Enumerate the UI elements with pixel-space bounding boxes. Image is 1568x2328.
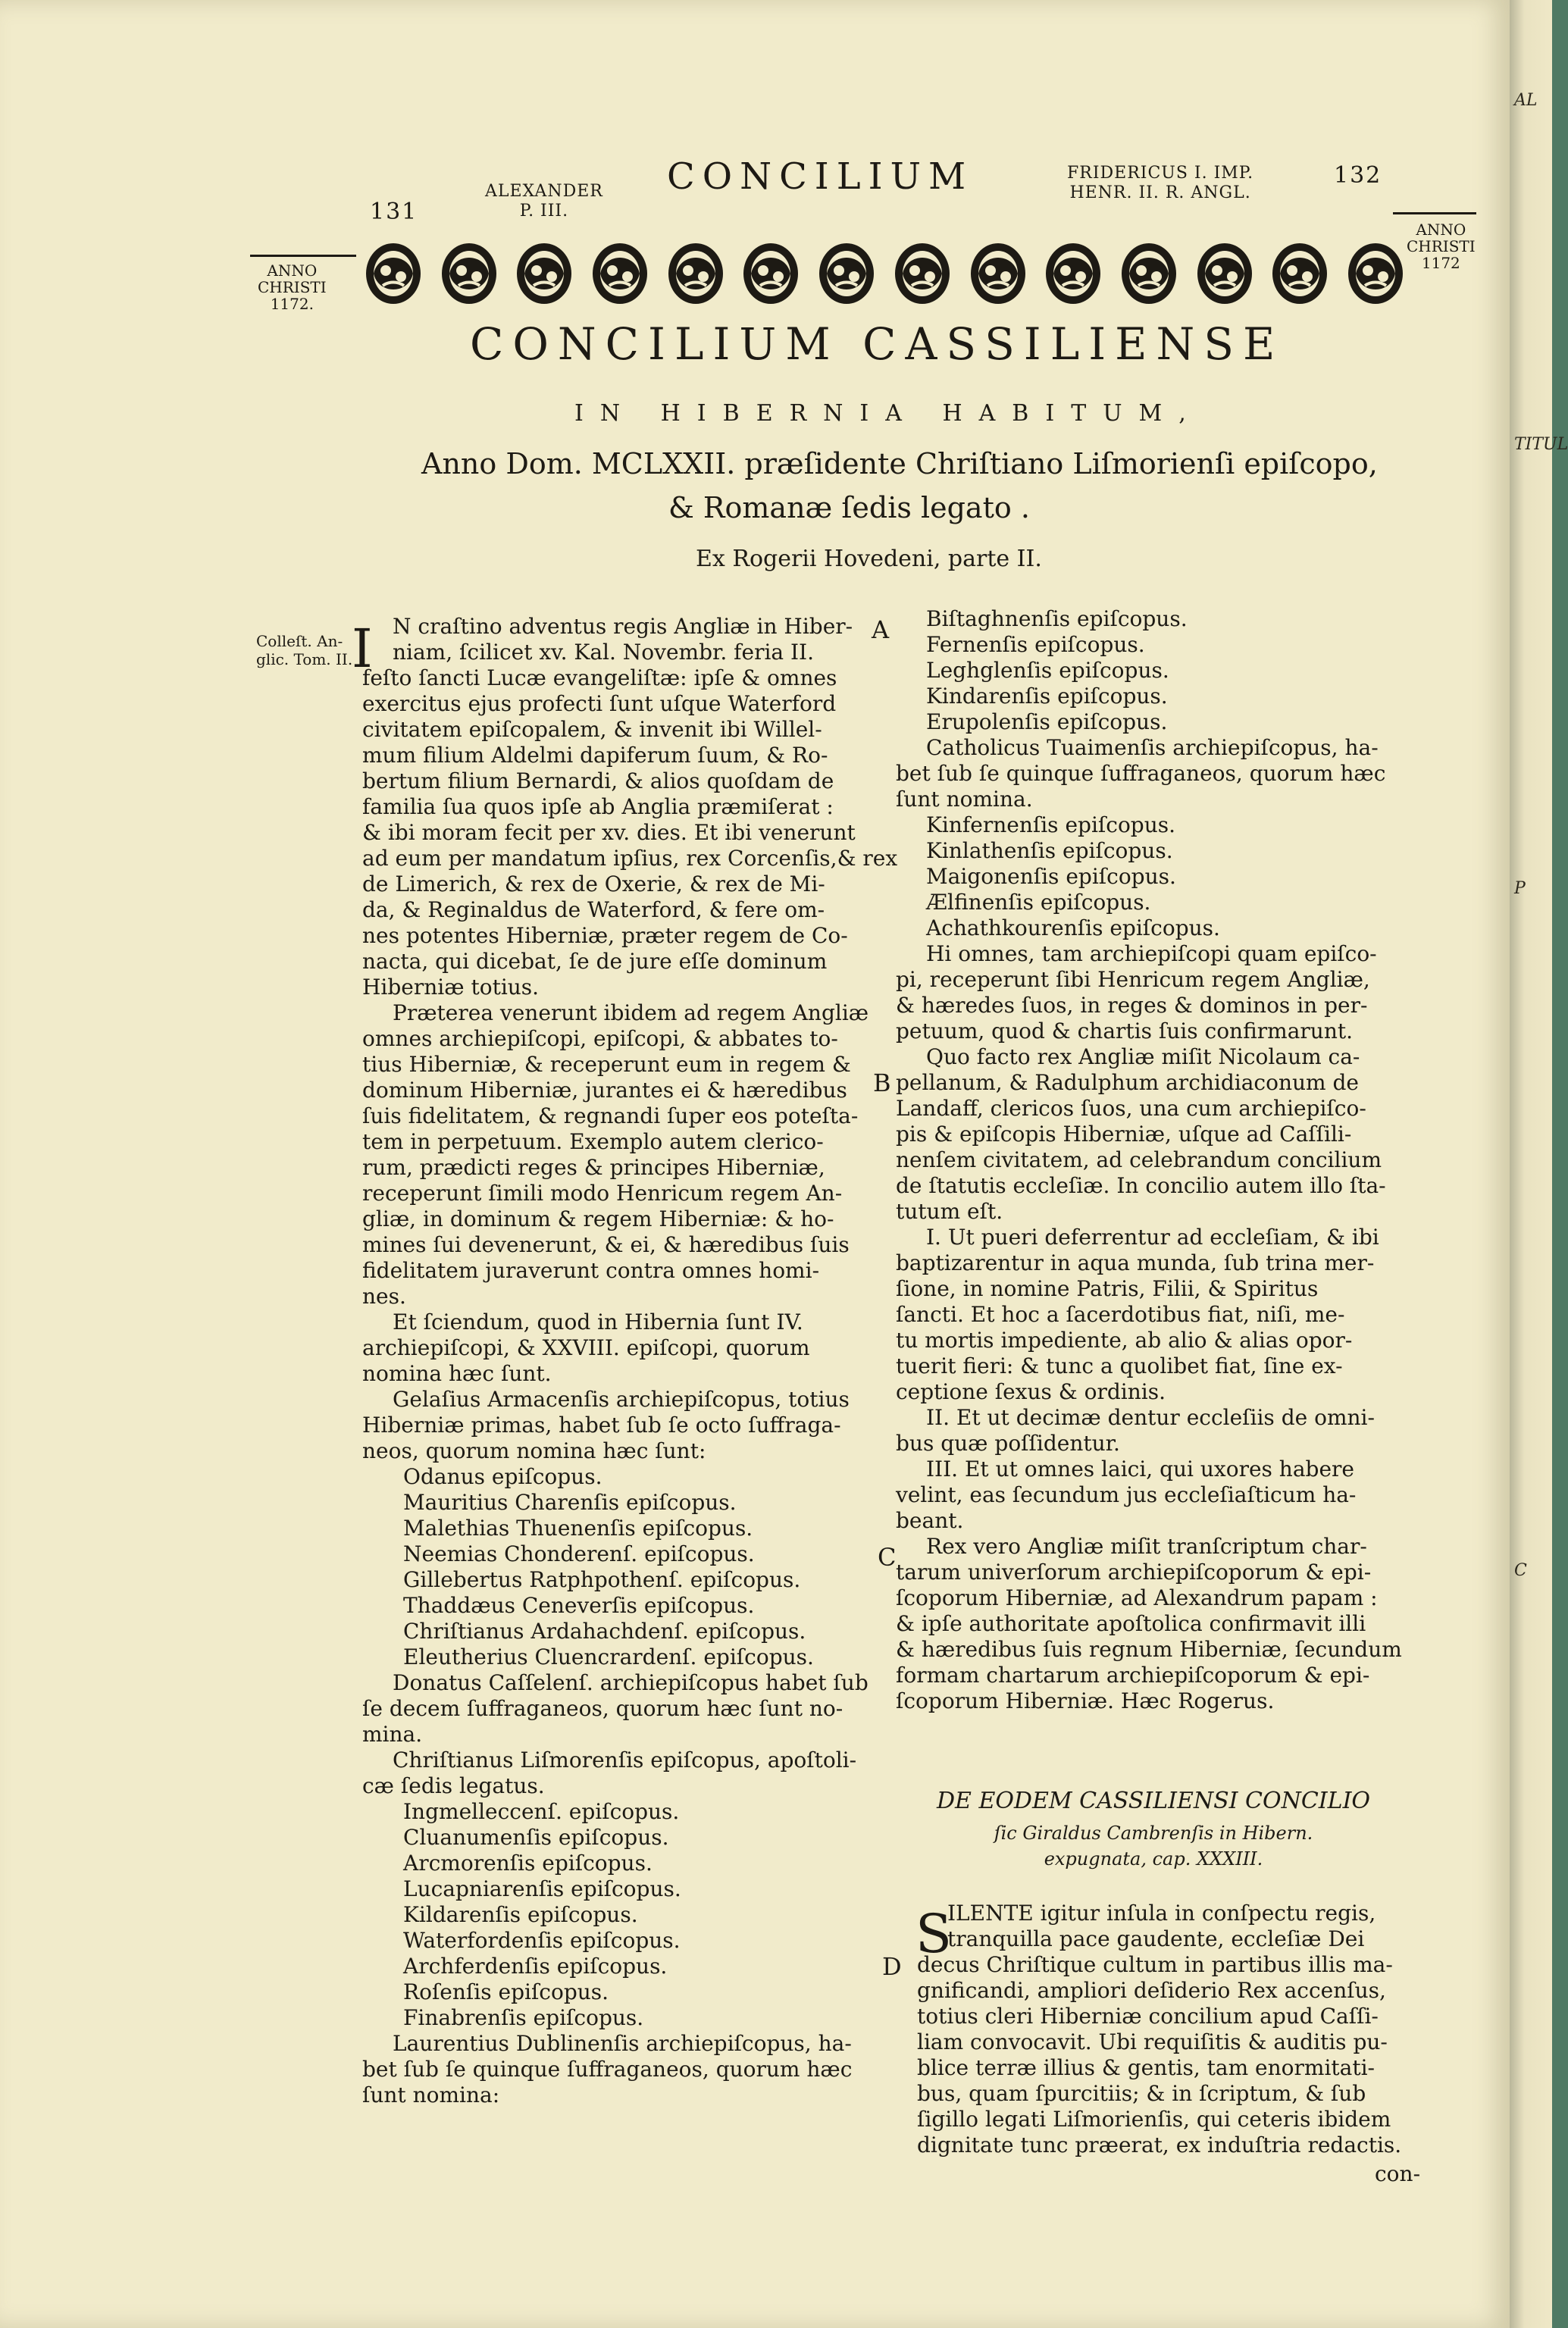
- text-line: Waterfordenſis epiſcopus.: [403, 1928, 681, 1953]
- text-line: de ſtatutis eccleſiæ. In concilio autem illo ſta-: [896, 1173, 1386, 1198]
- text-line: Chriſtianus Liſmorenſis epiſcopus, apoſtoli-: [393, 1748, 857, 1773]
- ornament-motif: [740, 237, 802, 310]
- text-line: & hæredes ſuos, in reges & dominos in per-: [896, 993, 1368, 1018]
- ornament-motif: [891, 237, 953, 310]
- text-line: omnes archiepiſcopi, epiſcopi, & abbates to-: [362, 1026, 838, 1051]
- running-head-left: ALEXANDER P. III.: [485, 182, 603, 221]
- text-line: nes.: [362, 1284, 406, 1309]
- text-line: liam convocavit. Ubi requiſitis & auditis pu-: [917, 2029, 1388, 2054]
- page-number-right: 132: [1334, 162, 1382, 189]
- next-page-edge: [1510, 0, 1568, 2328]
- text-line: gnificandi, ampliori deſiderio Rex accenſus,: [917, 1978, 1386, 2003]
- text-line: Cluanumenſis epiſcopus.: [403, 1825, 669, 1850]
- text-line: Erupolenſis epiſcopus.: [926, 709, 1168, 734]
- anno-christi-right: ANNO CHRISTI 1172: [1407, 221, 1476, 272]
- text-line: Donatus Caſſelenſ. archiepiſcopus habet ſub: [393, 1670, 869, 1695]
- text-line: Landaff, clericos ſuos, una cum archiepiſco-: [896, 1096, 1366, 1121]
- ornament-motif: [1344, 237, 1407, 310]
- text-line: pis & epiſcopis Hiberniæ, uſque ad Caſſili-: [896, 1122, 1352, 1147]
- text-line: Roſenſis epiſcopus.: [403, 1979, 609, 2004]
- text-line: Eleutherius Cluencrardenſ. epiſcopus.: [403, 1644, 814, 1669]
- text-line: Kinfernenſis epiſcopus.: [926, 812, 1176, 837]
- text-line: Kindarenſis epiſcopus.: [926, 684, 1168, 709]
- text-line: ceptione ſexus & ordinis.: [896, 1379, 1166, 1404]
- text-line: cæ ſedis legatus.: [362, 1773, 545, 1798]
- text-line: ſcoporum Hiberniæ. Hæc Rogerus.: [896, 1688, 1275, 1713]
- text-line: II. Et ut decimæ dentur eccleſiis de omni-: [926, 1405, 1375, 1430]
- text-line: Catholicus Tuaimenſis archiepiſcopus, ha-: [926, 735, 1379, 760]
- text-line: familia ſua quos ipſe ab Anglia præmiſerat :: [362, 794, 834, 819]
- text-line: tu mortis impediente, ab alio & alias opor-: [896, 1328, 1353, 1353]
- text-line: exercitus ejus profecti ſunt uſque Waterford: [362, 691, 837, 716]
- text-line: Lucapniarenſis epiſcopus.: [403, 1876, 681, 1901]
- text-line: ſunt nomina.: [896, 787, 1033, 812]
- text-line: nomina hæc ſunt.: [362, 1361, 552, 1386]
- ornament-motif: [513, 237, 575, 310]
- text-line: rum, prædicti reges & principes Hiberniæ,: [362, 1155, 825, 1180]
- text-line: Laurentius Dublinenſis archiepiſcopus, ha-: [393, 2031, 852, 2056]
- next-page-frag-3: P: [1514, 879, 1526, 898]
- text-line: ſancti. Et hoc a ſacerdotibus fiat, niſi, me-: [896, 1302, 1345, 1327]
- ornament-band: [362, 226, 1407, 321]
- catchword: con-: [1375, 2161, 1421, 2186]
- text-line: Rex vero Angliæ miſit tranſcriptum char-: [926, 1534, 1367, 1559]
- text-line: decus Chriſtique cultum in partibus illis ma-: [917, 1952, 1393, 1977]
- text-line: Hiberniæ primas, habet ſub ſe octo ſuffraga-: [362, 1413, 841, 1438]
- text-line: dignitate tunc præerat, ex induſtria redactis.: [917, 2132, 1402, 2157]
- text-line: & ipſe authoritate apoſtolica confirmavit illi: [896, 1611, 1366, 1636]
- next-page-frag-1: AL: [1514, 91, 1538, 110]
- text-line: pi, receperunt ſibi Henricum regem Angliæ,: [896, 967, 1370, 992]
- text-line: Quo facto rex Angliæ miſit Nicolaum ca-: [926, 1044, 1360, 1069]
- next-page-frag-2: TITUL: [1514, 435, 1568, 454]
- margin-letter-a: A: [872, 615, 890, 644]
- anno-christi-left: ANNO CHRISTI 1172.: [258, 261, 327, 313]
- ornament-motif: [1194, 237, 1256, 310]
- page-number-left: 131: [370, 199, 418, 225]
- text-line: de Limerich, & rex de Oxerie, & rex de Mi-: [362, 871, 825, 896]
- text-line: Gillebertus Ratphpothenſ. epiſcopus.: [403, 1567, 801, 1592]
- text-line: bus, quam ſpurcitiis; & in ſcriptum, & ſub: [917, 2081, 1366, 2106]
- text-line: bet ſub ſe quinque ſuffraganeos, quorum hæc: [362, 2057, 853, 2082]
- text-line: tarum univerſorum archiepiſcoporum & epi-: [896, 1560, 1372, 1585]
- text-line: gliæ, in dominum & regem Hiberniæ: & ho-: [362, 1206, 834, 1231]
- text-line: bertum filium Bernardi, & alios quoſdam de: [362, 768, 834, 793]
- anno-line-1: Anno Dom. MCLXXII. præſidente Chriſtiano Liſmorienſi epiſcopo,: [421, 447, 1378, 480]
- text-line: tuerit fieri: & tunc a quolibet fiat, ſine ex-: [896, 1353, 1343, 1378]
- running-head-right: FRIDERICUS I. IMP. HENR. II. R. ANGL.: [1067, 164, 1254, 202]
- text-line: Finabrenſis epiſcopus.: [403, 2005, 644, 2030]
- text-line: nenſem civitatem, ad celebrandum concilium: [896, 1147, 1382, 1172]
- text-line: Achathkourenſis epiſcopus.: [926, 915, 1220, 940]
- drop-cap-i: I: [352, 618, 373, 680]
- margin-letter-d: D: [882, 1952, 902, 1981]
- text-line: III. Et ut omnes laici, qui uxores habere: [926, 1457, 1354, 1482]
- ornament-motif: [665, 237, 727, 310]
- text-line: Maigonenſis epiſcopus.: [926, 864, 1176, 889]
- text-line: Kinlathenſis epiſcopus.: [926, 838, 1173, 863]
- text-line: Et ſciendum, quod in Hibernia ſunt IV.: [393, 1310, 803, 1335]
- text-line: Leghglenſis epiſcopus.: [926, 658, 1169, 683]
- text-line: ſione, in nomine Patris, Filii, & Spiritus: [896, 1276, 1319, 1301]
- text-line: fidelitatem juraverunt contra omnes homi-: [362, 1258, 820, 1283]
- text-line: Thaddæus Ceneverſis epiſcopus.: [403, 1593, 755, 1618]
- text-line: bet ſub ſe quinque ſuffraganeos, quorum hæc: [896, 761, 1386, 786]
- ornament-motif: [1042, 237, 1104, 310]
- ornament-motif: [1118, 237, 1180, 310]
- text-line: Archferdenſis epiſcopus.: [403, 1954, 668, 1979]
- text-line: Ingmelleccenſ. epiſcopus.: [403, 1799, 680, 1824]
- text-line: Biſtaghnenſis epiſcopus.: [926, 606, 1188, 631]
- text-line: Neemias Chonderenſ. epiſcopus.: [403, 1541, 755, 1566]
- text-line: Mauritius Charenſis epiſcopus.: [403, 1490, 737, 1515]
- text-line: nes potentes Hiberniæ, præter regem de Co-: [362, 923, 848, 948]
- margin-letter-c: C: [878, 1543, 897, 1572]
- text-line: blice terræ illius & gentis, tam enormitati-: [917, 2055, 1376, 2080]
- ornament-motif: [967, 237, 1029, 310]
- text-line: receperunt ſimili modo Henricum regem An-: [362, 1181, 843, 1206]
- text-line: Arcmorenſis epiſcopus.: [403, 1851, 653, 1876]
- ornament-motif: [589, 237, 651, 310]
- text-line: ad eum per mandatum ipſius, rex Corcenſis,& rex: [362, 846, 898, 871]
- ornament-motif: [815, 237, 878, 310]
- text-line: velint, eas ſecundum jus eccleſiaſticum ha-: [896, 1482, 1357, 1507]
- text-line: I. Ut pueri deferrentur ad eccleſiam, & ibi: [926, 1225, 1379, 1250]
- running-title: CONCILIUM: [667, 155, 974, 198]
- text-line: feſto ſancti Lucæ evangeliſtæ: ipſe & omnes: [362, 665, 837, 690]
- council-subtitle: IN HIBERNIA HABITUM,: [574, 400, 1203, 427]
- second-section-text: [917, 1901, 1417, 2158]
- text-line: archiepiſcopi, & XXVIII. epiſcopi, quorum: [362, 1335, 810, 1360]
- section-subheading-1: ſic Giraldus Cambrenſis in Hibern.: [994, 1823, 1313, 1844]
- text-line: beant.: [896, 1508, 964, 1533]
- anno-line-2: & Romanæ ſedis legato .: [668, 491, 1030, 524]
- text-line: tutum eſt.: [896, 1199, 1003, 1224]
- section-heading: DE EODEM CASSILIENSI CONCILIO: [936, 1788, 1371, 1814]
- margin-note-collect: Colleſt. An- glic. Tom. II.: [256, 632, 353, 668]
- text-line: Odanus epiſcopus.: [403, 1464, 602, 1489]
- text-line: mum filium Aldelmi dapiferum ſuum, & Ro-: [362, 743, 828, 768]
- drop-cap-s: S: [915, 1903, 952, 1965]
- text-line: ſuis fidelitatem, & regnandi ſuper eos poteſta-: [362, 1103, 859, 1128]
- rule-right: [1393, 212, 1476, 214]
- text-line: Hi omnes, tam archiepiſcopi quam epiſco-: [926, 941, 1377, 966]
- text-line: ſunt nomina:: [362, 2082, 500, 2107]
- source-line: Ex Rogerii Hovedeni, parte II.: [696, 546, 1042, 572]
- text-line: Ælfinenſis epiſcopus.: [926, 890, 1151, 915]
- text-line: Chriſtianus Ardahachdenſ. epiſcopus.: [403, 1619, 806, 1644]
- text-line: Fernenſis epiſcopus.: [926, 632, 1145, 657]
- text-line: tranquilla pace gaudente, eccleſiæ Dei: [947, 1926, 1365, 1951]
- text-line: tem in perpetuum. Exemplo autem clerico-: [362, 1129, 824, 1154]
- text-line: Kildarenſis epiſcopus.: [403, 1902, 638, 1927]
- council-title: CONCILIUM CASSILIENSE: [470, 318, 1285, 370]
- text-line: & hæredibus ſuis regnum Hiberniæ, ſecundum: [896, 1637, 1402, 1662]
- rule-left: [250, 255, 356, 257]
- text-line: niam, ſcilicet xv. Kal. Novembr. feria II.: [393, 640, 815, 665]
- text-line: tius Hiberniæ, & receperunt eum in regem &: [362, 1052, 851, 1077]
- text-line: neos, quorum nomina hæc ſunt:: [362, 1438, 706, 1463]
- text-line: da, & Reginaldus de Waterford, & fere om-: [362, 897, 825, 922]
- text-line: ſcoporum Hiberniæ, ad Alexandrum papam :: [896, 1585, 1378, 1610]
- text-line: civitatem epiſcopalem, & invenit ibi Willel-: [362, 717, 822, 742]
- text-line: ILENTE igitur inſula in conſpectu regis,: [947, 1901, 1376, 1926]
- text-line: N craſtino adventus regis Angliæ in Hiber-: [393, 614, 853, 639]
- left-column: [362, 614, 898, 2108]
- ornament-motif: [438, 237, 500, 310]
- text-line: formam chartarum archiepiſcoporum & epi-: [896, 1663, 1370, 1688]
- text-line: nacta, qui dicebat, ſe de jure eſſe dominum: [362, 949, 828, 974]
- text-line: Malethias Thuenenſis epiſcopus.: [403, 1516, 753, 1541]
- text-line: & ibi moram fecit per xv. dies. Et ibi venerunt: [362, 820, 856, 845]
- margin-letter-b: B: [873, 1069, 891, 1097]
- text-line: baptizarentur in aqua munda, ſub trina mer-: [896, 1250, 1375, 1275]
- text-line: mines ſui devenerunt, & ei, & hæredibus ſuis: [362, 1232, 850, 1257]
- text-line: dominum Hiberniæ, jurantes ei & hæredibus: [362, 1078, 847, 1103]
- text-line: ſe decem ſuffraganeos, quorum hæc ſunt no-: [362, 1696, 843, 1721]
- text-line: petuum, quod & chartis ſuis confirmarunt.: [896, 1018, 1353, 1044]
- text-line: mina.: [362, 1722, 423, 1747]
- text-line: ſigillo legati Liſmorienſis, qui ceteris ibidem: [917, 2107, 1391, 2132]
- text-line: pellanum, & Radulphum archidiaconum de: [896, 1070, 1359, 1095]
- text-line: totius cleri Hiberniæ concilium apud Caſſi-: [917, 2004, 1379, 2029]
- text-line: Præterea venerunt ibidem ad regem Angliæ: [393, 1000, 869, 1025]
- ornament-motif: [362, 237, 424, 310]
- section-subheading-2: expugnata, cap. XXXIII.: [1044, 1848, 1263, 1870]
- next-page-frag-4: C: [1514, 1561, 1527, 1580]
- ornament-motif: [1269, 237, 1331, 310]
- right-column: [896, 606, 1426, 1714]
- text-line: bus quæ poſſidentur.: [896, 1431, 1120, 1456]
- text-line: Hiberniæ totius.: [362, 975, 540, 1000]
- text-line: Gelaſius Armacenſis archiepiſcopus, totius: [393, 1387, 850, 1412]
